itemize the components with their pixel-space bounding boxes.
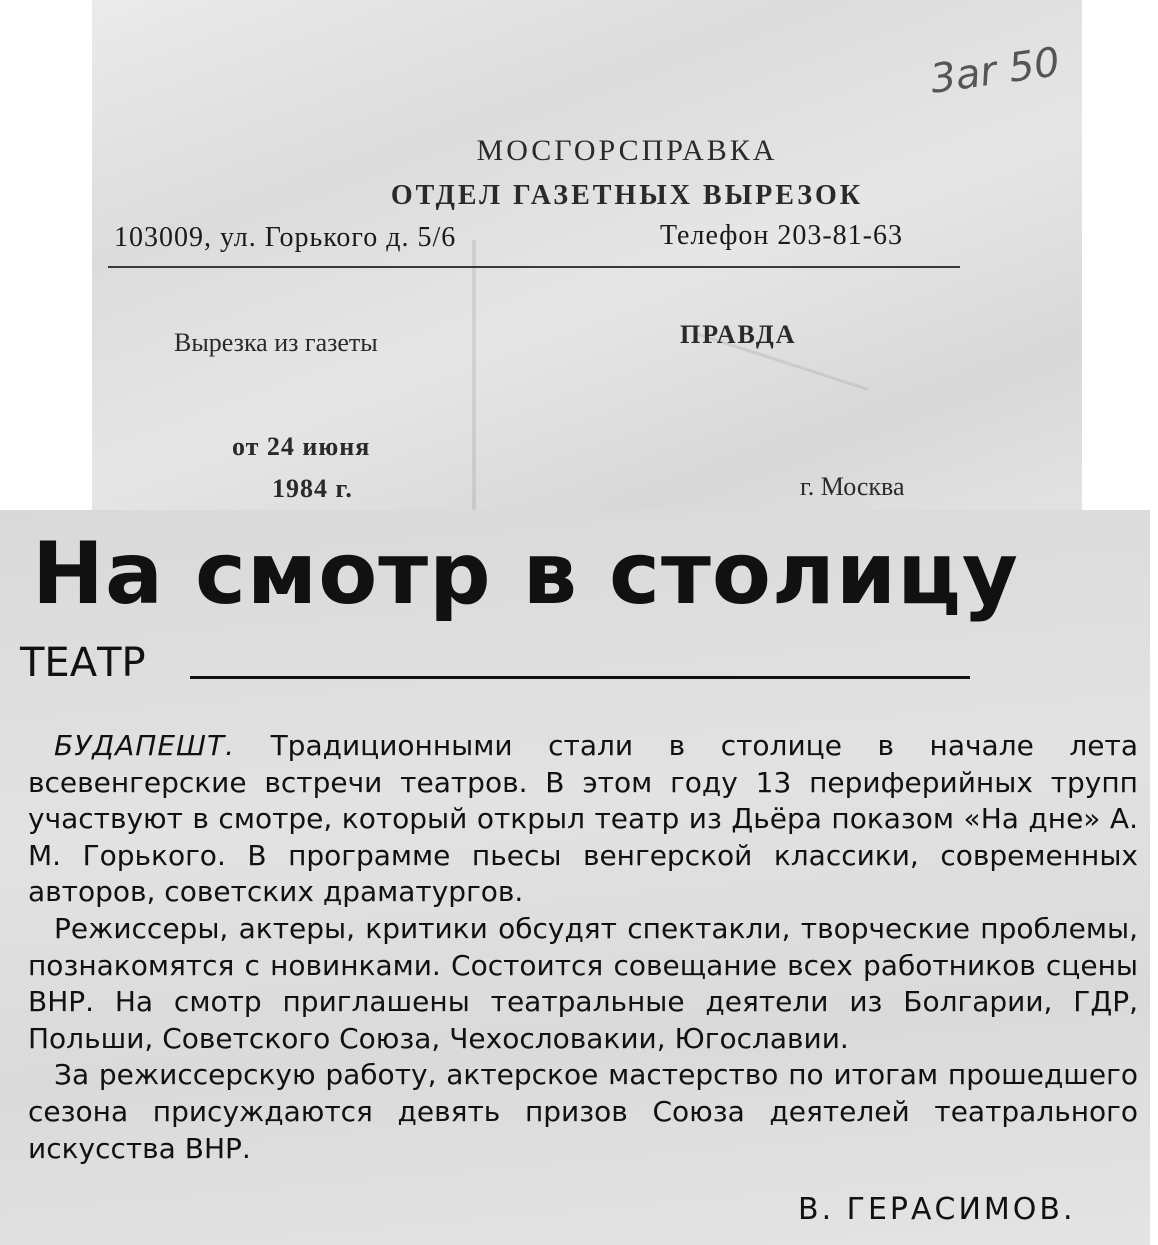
article-paragraph bbox=[28, 728, 1138, 911]
agency-department: ОТДЕЛ ГАЗЕТНЫХ ВЫРЕЗОК bbox=[390, 180, 864, 211]
handwritten-note: 3ar 50 bbox=[927, 39, 1063, 103]
paragraph-text: Традиционными стали в столице в начале лета всевенгерские встречи театров. В этом году 13 периферийных трупп участвуют в смотре, который открыл театр из Дьёра показом «На дне» А. М. Горького. В программе пьесы венгерской классики, современных авторов, советских драматургов. bbox=[28, 729, 1138, 909]
agency-name: МОСГОРСПРАВКА bbox=[476, 134, 778, 167]
article-paragraph: За режиссерскую работу, актерское мастерство по итогам прошедшего сезона присуждаются девять призов Союза деятелей театрального искусства ВНР. bbox=[28, 1058, 1138, 1165]
article-byline: В. ГЕРАСИМОВ. bbox=[798, 1192, 1076, 1227]
section-label: ТЕАТР bbox=[20, 640, 146, 686]
section-rule bbox=[190, 676, 970, 679]
article-headline: На смотр в столицу bbox=[32, 524, 1019, 624]
clipping-year: 1984 г. bbox=[272, 474, 353, 503]
source-label: Вырезка из газеты bbox=[174, 328, 378, 357]
article-dateline: БУДАПЕШТ. bbox=[54, 729, 235, 762]
agency-phone: Телефон 203-81-63 bbox=[660, 220, 903, 251]
article-body bbox=[28, 728, 1138, 1167]
clipping-city: г. Москва bbox=[800, 472, 905, 501]
paper-crease bbox=[472, 240, 476, 510]
agency-address: 103009, ул. Горького д. 5/6 bbox=[114, 222, 457, 253]
newspaper-name: ПРАВДА bbox=[680, 320, 797, 349]
clipping-date: от 24 июня bbox=[232, 432, 371, 461]
article-paragraph: Режиссеры, актеры, критики обсудят спектакли, творческие проблемы, познакомятся с новинками. Состоится совещание всех работников сцены ВНР. На смотр приглашены театральные деятели из Болгарии, ГДР, Польши, Советского Союза, Чехословакии, Югославии. bbox=[28, 911, 1138, 1055]
header-rule bbox=[108, 266, 960, 268]
